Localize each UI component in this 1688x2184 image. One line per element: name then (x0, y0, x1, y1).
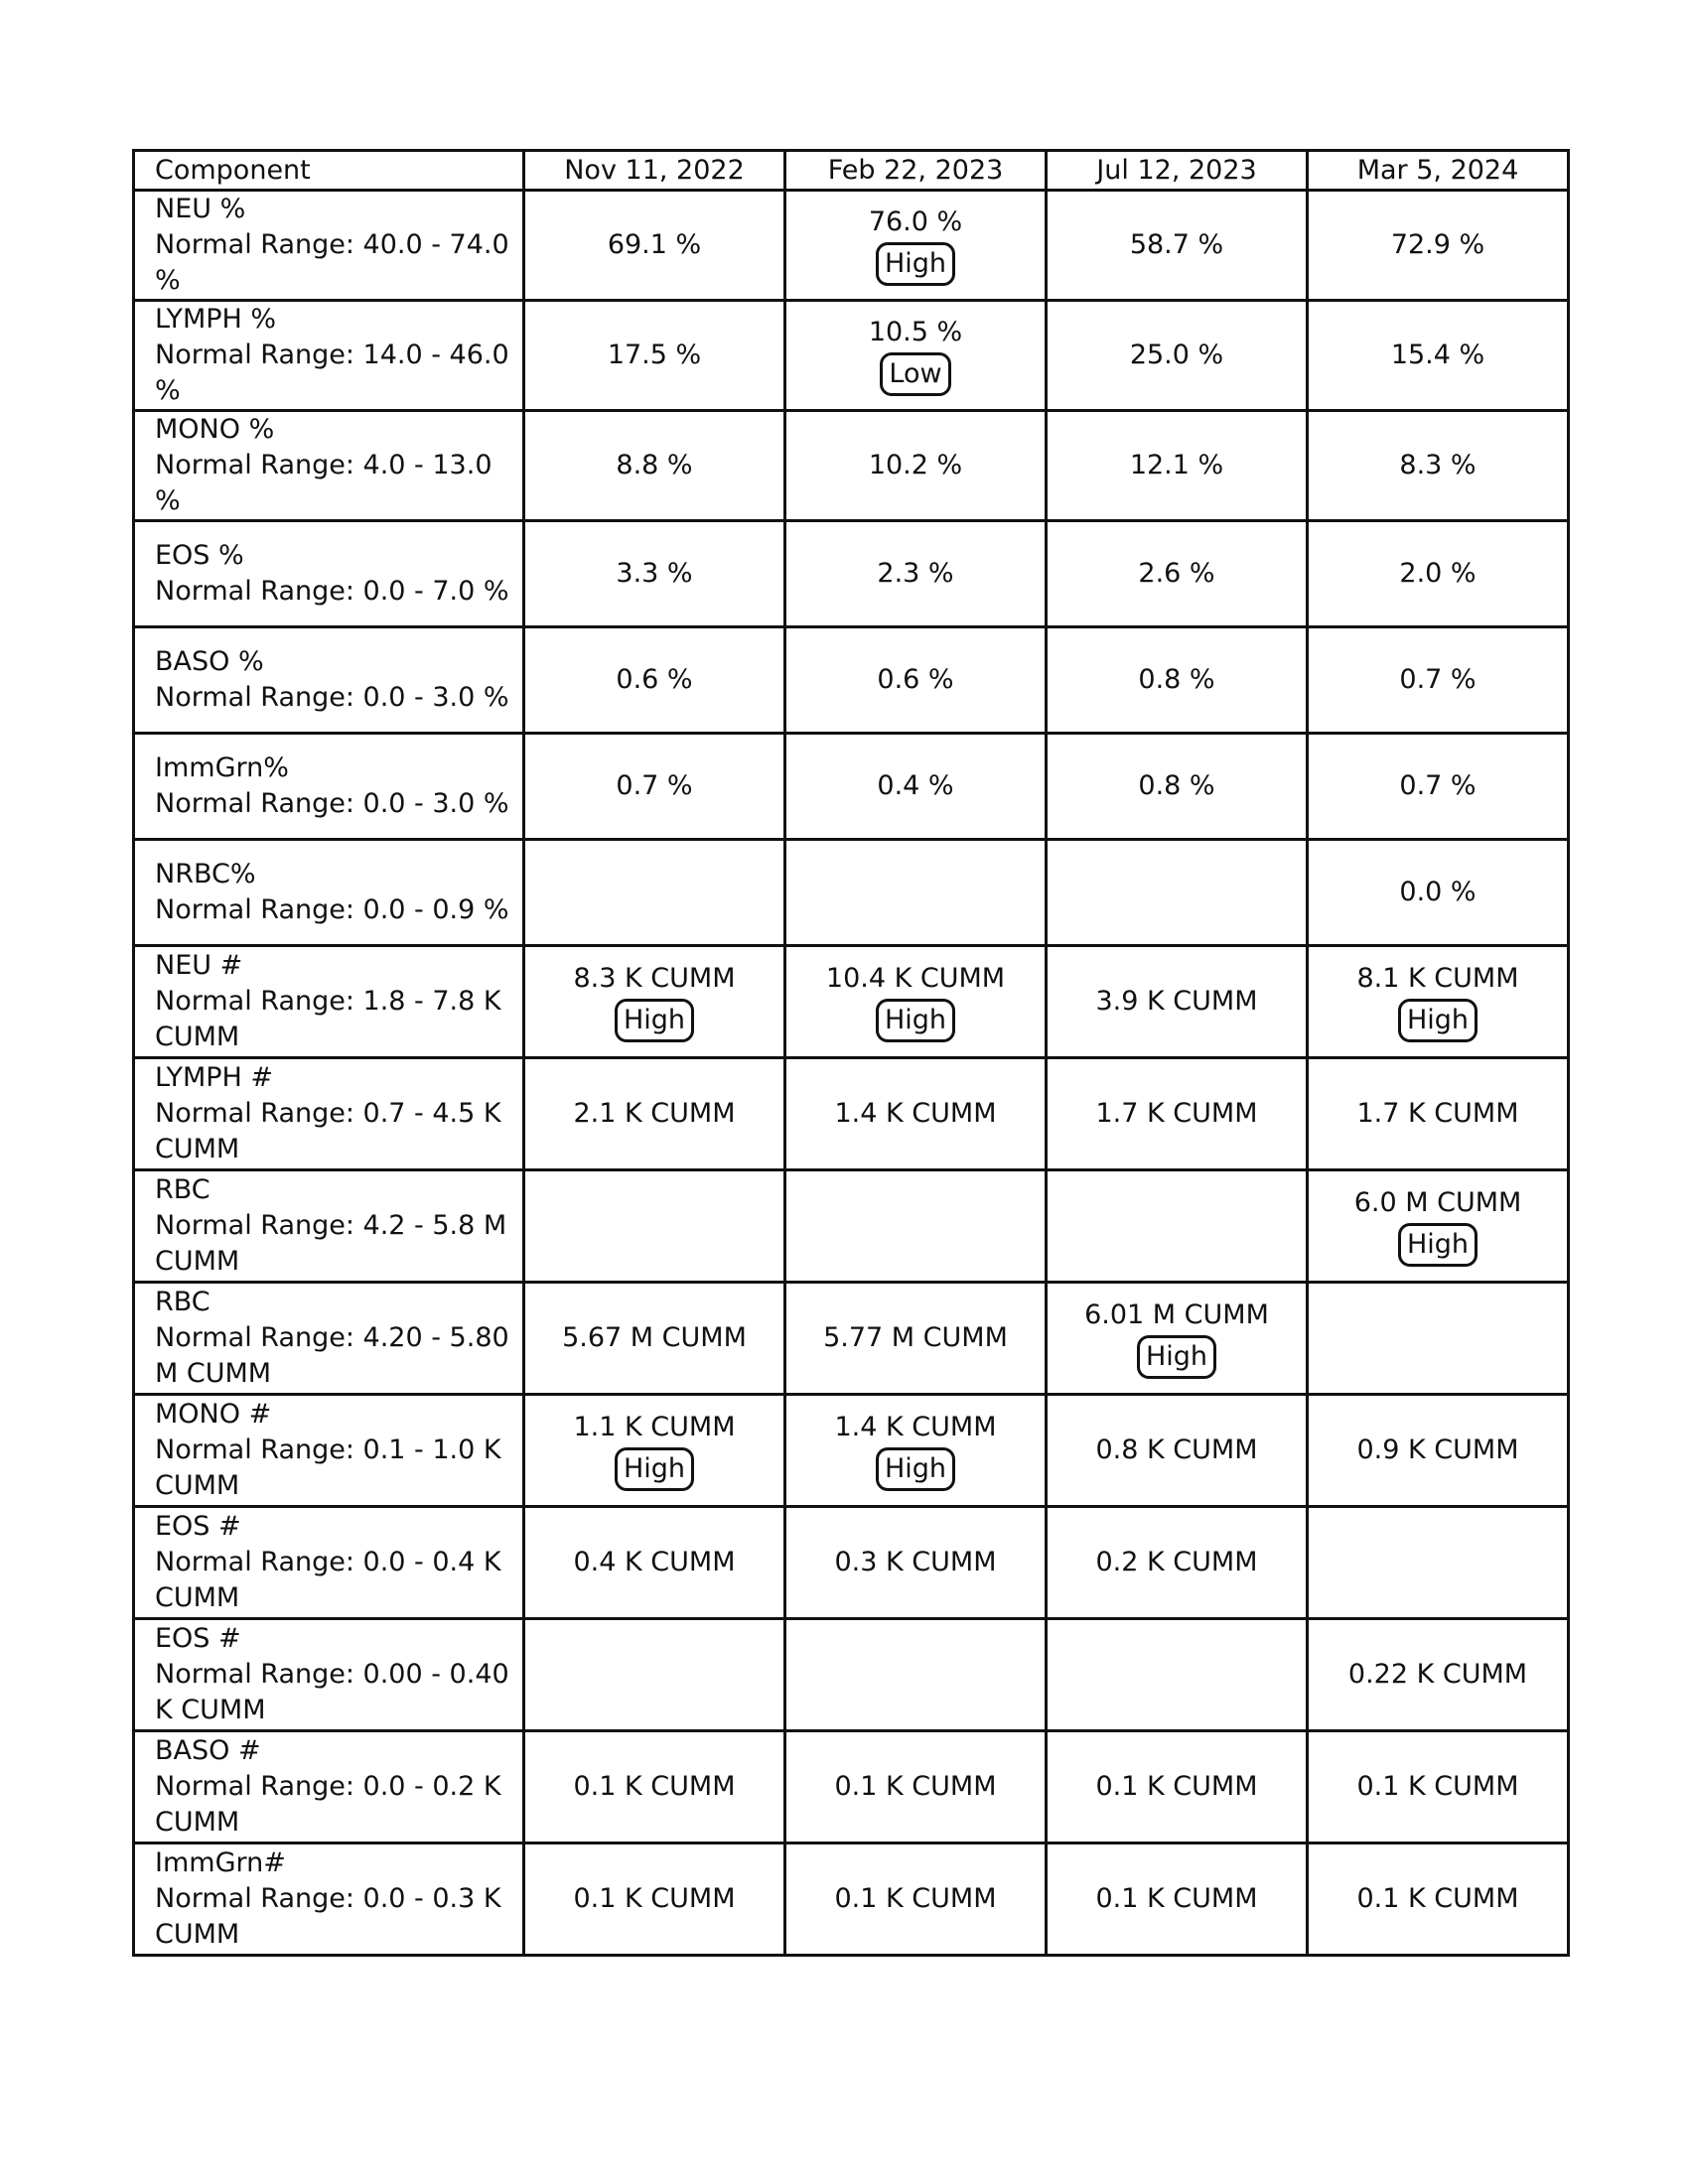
result-value: 5.77 M CUMM (823, 1322, 1008, 1353)
result-value: 0.6 % (616, 664, 693, 695)
header-date-1: Nov 11, 2022 (524, 151, 785, 191)
value-cell (524, 1283, 785, 1395)
value-cell (524, 521, 785, 627)
value-cell (1047, 840, 1308, 946)
result-value: 0.1 K CUMM (573, 1771, 736, 1802)
value-cell (1308, 1619, 1569, 1731)
component-name: EOS % (155, 540, 244, 571)
value-cell (785, 1619, 1047, 1731)
value-cell (524, 411, 785, 521)
table-body (134, 191, 1569, 1956)
value-cell (1047, 301, 1308, 411)
result-value: 0.4 % (877, 770, 954, 801)
value-cell (524, 1507, 785, 1619)
value-cell (524, 1058, 785, 1170)
normal-range: Normal Range: 4.20 - 5.80 M CUMM (155, 1322, 509, 1389)
component-cell (134, 411, 524, 521)
high-flag-badge: High (615, 999, 694, 1042)
result-value: 10.2 % (868, 450, 963, 480)
value-cell (785, 1283, 1047, 1395)
table-row (134, 1619, 1569, 1731)
normal-range: Normal Range: 0.0 - 3.0 % (155, 788, 509, 819)
component-name: LYMPH # (155, 1062, 274, 1093)
value-cell (785, 411, 1047, 521)
normal-range: Normal Range: 0.0 - 0.2 K CUMM (155, 1771, 501, 1838)
table-row (134, 946, 1569, 1058)
table-row (134, 627, 1569, 734)
value-cell (1047, 734, 1308, 840)
component-name: NEU % (155, 194, 246, 224)
value-cell (1047, 1170, 1308, 1283)
component-cell (134, 191, 524, 301)
result-value: 0.22 K CUMM (1347, 1659, 1528, 1690)
value-cell (524, 1395, 785, 1507)
value-cell (785, 521, 1047, 627)
table-row (134, 1843, 1569, 1956)
high-flag-badge: High (876, 242, 955, 286)
result-value: 0.6 % (877, 664, 954, 695)
result-value: 1.4 K CUMM (834, 1098, 997, 1129)
normal-range: Normal Range: 4.2 - 5.8 M CUMM (155, 1210, 507, 1277)
value-cell (1047, 1507, 1308, 1619)
normal-range: Normal Range: 1.8 - 7.8 K CUMM (155, 986, 501, 1052)
value-cell (1308, 1731, 1569, 1843)
component-name: BASO # (155, 1735, 261, 1766)
value-cell (1047, 1843, 1308, 1956)
result-value: 0.1 K CUMM (573, 1883, 736, 1914)
result-value: 0.8 % (1138, 770, 1215, 801)
value-cell (524, 734, 785, 840)
value-cell (1308, 521, 1569, 627)
value-cell (785, 301, 1047, 411)
high-flag-badge: High (876, 1447, 955, 1491)
result-value: 8.1 K CUMM (1356, 963, 1519, 994)
value-cell (524, 1619, 785, 1731)
result-value: 0.3 K CUMM (834, 1547, 997, 1577)
value-cell (785, 840, 1047, 946)
value-cell (785, 1170, 1047, 1283)
component-cell (134, 1843, 524, 1956)
result-value: 1.7 K CUMM (1095, 1098, 1258, 1129)
component-name: RBC (155, 1174, 211, 1205)
header-date-2: Feb 22, 2023 (785, 151, 1047, 191)
value-cell (1308, 1283, 1569, 1395)
result-value: 76.0 % (868, 206, 963, 237)
component-cell (134, 734, 524, 840)
normal-range: Normal Range: 14.0 - 46.0 % (155, 340, 509, 406)
result-value: 0.7 % (1399, 770, 1477, 801)
value-cell (1047, 1395, 1308, 1507)
value-cell (524, 946, 785, 1058)
component-cell (134, 1283, 524, 1395)
result-value: 12.1 % (1129, 450, 1224, 480)
table-row (134, 301, 1569, 411)
table-row (134, 1395, 1569, 1507)
component-name: LYMPH % (155, 304, 277, 335)
value-cell (1308, 1058, 1569, 1170)
value-cell (1308, 1507, 1569, 1619)
result-value: 0.1 K CUMM (1356, 1771, 1519, 1802)
result-value: 17.5 % (607, 340, 702, 370)
component-cell (134, 627, 524, 734)
component-cell (134, 1058, 524, 1170)
value-cell (1047, 1619, 1308, 1731)
value-cell (1308, 191, 1569, 301)
table-row (134, 1507, 1569, 1619)
value-cell (1308, 1843, 1569, 1956)
result-value: 5.67 M CUMM (562, 1322, 747, 1353)
value-cell (785, 1843, 1047, 1956)
normal-range: Normal Range: 0.0 - 7.0 % (155, 576, 509, 607)
result-value: 0.1 K CUMM (834, 1883, 997, 1914)
result-value: 8.3 % (1399, 450, 1477, 480)
component-name: MONO # (155, 1399, 272, 1430)
result-value: 10.5 % (868, 317, 963, 347)
normal-range: Normal Range: 0.0 - 0.4 K CUMM (155, 1547, 501, 1613)
table-row (134, 1170, 1569, 1283)
value-cell (1308, 946, 1569, 1058)
component-name: ImmGrn% (155, 752, 289, 783)
value-cell (1308, 1395, 1569, 1507)
normal-range: Normal Range: 0.00 - 0.40 K CUMM (155, 1659, 509, 1725)
result-value: 1.1 K CUMM (573, 1412, 736, 1442)
high-flag-badge: High (615, 1447, 694, 1491)
normal-range: Normal Range: 0.1 - 1.0 K CUMM (155, 1434, 501, 1501)
component-cell (134, 1507, 524, 1619)
table-row (134, 191, 1569, 301)
header-date-4: Mar 5, 2024 (1308, 151, 1569, 191)
result-value: 15.4 % (1390, 340, 1485, 370)
value-cell (1047, 411, 1308, 521)
component-cell (134, 1395, 524, 1507)
value-cell (785, 191, 1047, 301)
header-component: Component (134, 151, 524, 191)
value-cell (524, 1170, 785, 1283)
value-cell (1047, 627, 1308, 734)
lab-results-table (132, 149, 1570, 1957)
result-value: 0.1 K CUMM (834, 1771, 997, 1802)
component-cell (134, 1170, 524, 1283)
value-cell (785, 1507, 1047, 1619)
value-cell (1047, 946, 1308, 1058)
value-cell (524, 191, 785, 301)
value-cell (1047, 1058, 1308, 1170)
component-name: MONO % (155, 414, 275, 445)
result-value: 1.4 K CUMM (834, 1412, 997, 1442)
result-value: 0.7 % (616, 770, 693, 801)
result-value: 1.7 K CUMM (1356, 1098, 1519, 1129)
value-cell (785, 1731, 1047, 1843)
value-cell (1308, 840, 1569, 946)
result-value: 3.3 % (616, 558, 693, 589)
table-row (134, 734, 1569, 840)
normal-range: Normal Range: 4.0 - 13.0 % (155, 450, 492, 516)
result-value: 0.1 K CUMM (1095, 1883, 1258, 1914)
value-cell (1047, 1283, 1308, 1395)
value-cell (1047, 191, 1308, 301)
component-name: NEU # (155, 950, 243, 981)
value-cell (1047, 521, 1308, 627)
normal-range: Normal Range: 0.7 - 4.5 K CUMM (155, 1098, 501, 1164)
value-cell (785, 1395, 1047, 1507)
header-date-3: Jul 12, 2023 (1047, 151, 1308, 191)
result-value: 0.1 K CUMM (1356, 1883, 1519, 1914)
high-flag-badge: High (1137, 1335, 1216, 1379)
high-flag-badge: High (1398, 1223, 1477, 1267)
table-header-row (134, 151, 1569, 191)
result-value: 2.0 % (1399, 558, 1477, 589)
table-row (134, 521, 1569, 627)
component-cell (134, 840, 524, 946)
result-value: 0.7 % (1399, 664, 1477, 695)
value-cell (524, 301, 785, 411)
normal-range: Normal Range: 0.0 - 3.0 % (155, 682, 509, 713)
result-value: 0.2 K CUMM (1095, 1547, 1258, 1577)
normal-range: Normal Range: 0.0 - 0.3 K CUMM (155, 1883, 501, 1950)
value-cell (1308, 411, 1569, 521)
table-row (134, 1283, 1569, 1395)
low-flag-badge: Low (880, 352, 950, 396)
result-value: 72.9 % (1390, 229, 1485, 260)
component-cell (134, 1731, 524, 1843)
component-name: ImmGrn# (155, 1847, 286, 1878)
component-cell (134, 946, 524, 1058)
result-value: 69.1 % (607, 229, 702, 260)
value-cell (524, 627, 785, 734)
value-cell (785, 734, 1047, 840)
value-cell (524, 1843, 785, 1956)
component-name: BASO % (155, 646, 264, 677)
result-value: 0.8 K CUMM (1095, 1434, 1258, 1465)
result-value: 2.1 K CUMM (573, 1098, 736, 1129)
value-cell (1047, 1731, 1308, 1843)
result-value: 8.8 % (616, 450, 693, 480)
table-row (134, 1731, 1569, 1843)
value-cell (524, 840, 785, 946)
result-value: 3.9 K CUMM (1095, 986, 1258, 1017)
result-value: 10.4 K CUMM (825, 963, 1006, 994)
result-value: 8.3 K CUMM (573, 963, 736, 994)
value-cell (785, 627, 1047, 734)
value-cell (1308, 301, 1569, 411)
result-value: 2.6 % (1138, 558, 1215, 589)
component-name: EOS # (155, 1511, 241, 1542)
value-cell (1308, 627, 1569, 734)
result-value: 25.0 % (1129, 340, 1224, 370)
value-cell (1308, 734, 1569, 840)
result-value: 0.8 % (1138, 664, 1215, 695)
result-value: 6.0 M CUMM (1353, 1187, 1522, 1218)
value-cell (524, 1731, 785, 1843)
result-value: 0.0 % (1399, 877, 1477, 907)
table-row (134, 840, 1569, 946)
component-cell (134, 1619, 524, 1731)
value-cell (785, 1058, 1047, 1170)
value-cell (785, 946, 1047, 1058)
result-value: 0.1 K CUMM (1095, 1771, 1258, 1802)
result-value: 0.4 K CUMM (573, 1547, 736, 1577)
component-name: NRBC% (155, 859, 256, 889)
component-cell (134, 521, 524, 627)
result-value: 6.01 M CUMM (1084, 1299, 1269, 1330)
high-flag-badge: High (1398, 999, 1477, 1042)
normal-range: Normal Range: 0.0 - 0.9 % (155, 894, 509, 925)
component-name: RBC (155, 1287, 211, 1317)
result-value: 0.9 K CUMM (1356, 1434, 1519, 1465)
high-flag-badge: High (876, 999, 955, 1042)
table-row (134, 411, 1569, 521)
result-value: 58.7 % (1129, 229, 1224, 260)
normal-range: Normal Range: 40.0 - 74.0 % (155, 229, 509, 296)
component-cell (134, 301, 524, 411)
table-row (134, 1058, 1569, 1170)
result-value: 2.3 % (877, 558, 954, 589)
value-cell (1308, 1170, 1569, 1283)
component-name: EOS # (155, 1623, 241, 1654)
